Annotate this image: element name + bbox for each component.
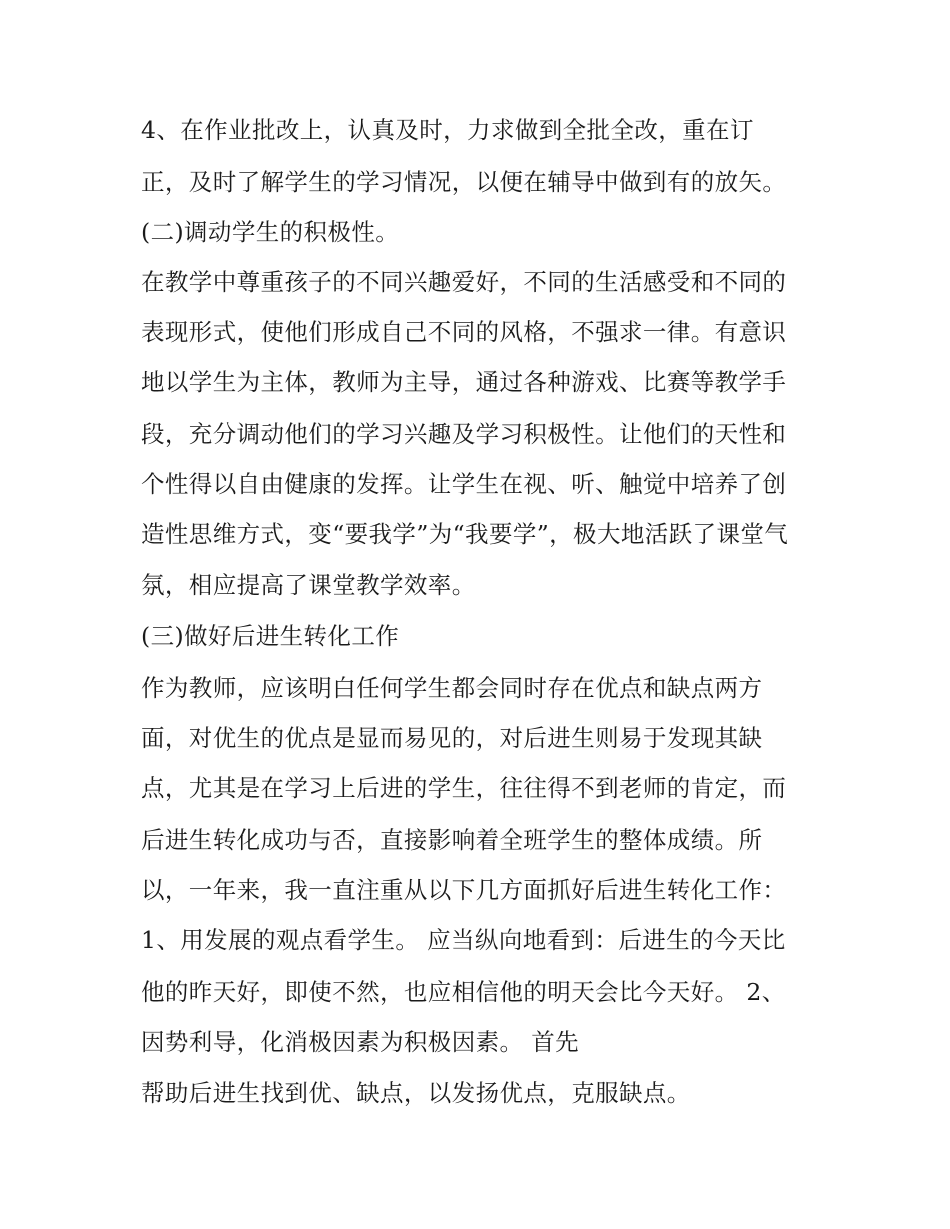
text-line: 4、在作业批改上，认真及时，力求做到全批全改，重在订 (141, 116, 754, 144)
text-line: 他的昨天好，即使不然，也应相信他的明天会比今天好。 2、 (141, 978, 786, 1006)
text-line: 氛，相应提高了课堂教学效率。 (141, 571, 476, 599)
text-line: 正，及时了解学生的学习情况，以便在辅导中做到有的放矢。 (141, 168, 787, 196)
section-heading: (三)做好后进生转化工作 (141, 622, 400, 650)
text-line: 造性思维方式，变“要我学”为“我要学”，极大地活跃了课堂气 (141, 520, 789, 548)
section-heading: (二)调动学生的积极性。 (141, 218, 400, 246)
text-line: 段，充分调动他们的学习兴趣及学习积极性。让他们的天性和 (141, 420, 787, 448)
text-line: 表现形式，使他们形成自己不同的风格，不强求一律。有意识 (141, 318, 787, 346)
text-line: 作为教师，应该明白任何学生都会同时存在优点和缺点两方 (141, 674, 763, 702)
text-line: 地以学生为主体，教师为主导，通过各种游戏、比赛等教学手 (141, 368, 787, 396)
text-line: 1、用发展的观点看学生。 应当纵向地看到：后进生的今天比 (141, 926, 786, 954)
text-line: 因势利导，化消极因素为积极因素。 首先 (141, 1028, 580, 1056)
text-line: 帮助后进生找到优、缺点，以发扬优点，克服缺点。 (141, 1079, 691, 1107)
text-line: 在教学中尊重孩子的不同兴趣爱好，不同的生活感受和不同的 (141, 268, 787, 296)
text-line: 后进生转化成功与否，直接影响着全班学生的整体成绩。所 (141, 826, 763, 854)
text-line: 个性得以自由健康的发挥。让学生在视、听、触觉中培养了创 (141, 470, 787, 498)
text-line: 点，尤其是在学习上后进的学生，往往得不到老师的肯定，而 (141, 774, 787, 802)
text-line: 以，一年来，我一直注重从以下几方面抓好后进生转化工作： (141, 876, 787, 904)
text-line: 面，对优生的优点是显而易见的，对后进生则易于发现其缺 (141, 724, 763, 752)
